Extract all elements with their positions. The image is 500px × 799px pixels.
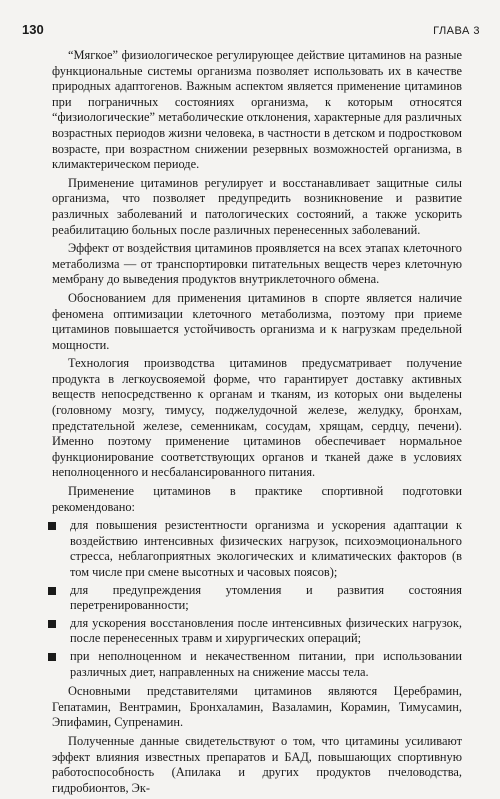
recommendation-list — [52, 518, 462, 680]
paragraph: Основными представителями цитаминов являются Церебрамин, Гепатамин, Вентрамин, Бронхаламин, Вазаламин, Корамин, Тимусамин, Эпифамин, Супренамин. — [52, 684, 462, 730]
paragraph: Технология производства цитаминов предусматривает получение продукта в легкоусвояемой форме, что гарантирует доставку активных веществ непосредственно к органам и тканям, из которых они выделены (головному мозгу, тимусу, поджелудочной железе, желудку, бронхам, предстательной железе, семенникам, сосудам, хрящам, сердцу, печени). Именно поэтому применение цитаминов обеспечивает нормальное функционирование соответствующих органов и тканей даже в условиях неполноценного и несбалансированного питания. — [52, 356, 462, 480]
list-item-text: при неполноценном и некачественном питании, при использовании различных диет, направленных на снижение массы тела. — [70, 648, 462, 679]
square-bullet-icon — [48, 587, 56, 595]
square-bullet-icon — [48, 522, 56, 530]
page-number: 130 — [22, 22, 44, 37]
list-item — [52, 583, 462, 614]
chapter-title: ГЛАВА 3 — [433, 25, 480, 37]
square-bullet-icon — [48, 620, 56, 628]
list-item-text: для повышения резистентности организма и ускорения адаптации к воздействию интенсивных физических нагрузок, психоэмоционального стресса, неблагоприятных экологических и климатических факторов (в том числе при смене высотных и часовых поясов); — [70, 518, 462, 579]
page-header — [22, 22, 480, 37]
list-item-text: для предупреждения утомления и развития состояния перетренированности; — [70, 582, 462, 613]
paragraph: Эффект от воздействия цитаминов проявляется на всех этапах клеточного метаболизма — от транспортировки питательных веществ через клеточную мембрану до выведения продуктов внутриклеточного обмена. — [52, 241, 462, 287]
list-item — [52, 649, 462, 680]
list-item — [52, 616, 462, 647]
list-item — [52, 518, 462, 580]
paragraph: “Мягкое” физиологическое регулирующее действие цитаминов на разные функциональные системы организма позволяет использовать их в качестве природных адаптогенов. Важным аспектом является применение цитаминов при пограничных состояниях организма, к которым относятся “физиологические” метаболические отклонения, характерные для различных возрастных периодов жизни человека, в частности в детском и подростковом возрасте, при возрастном снижении резервных возможностей организма, в климактерическом периоде. — [52, 48, 462, 172]
paragraph: Полученные данные свидетельствуют о том, что цитамины усиливают эффект влияния известных препаратов и БАД, повышающих спортивную работоспособность (Апилака и других продуктов пчеловодства, гидробионтов, Эк- — [52, 733, 462, 795]
paragraph: Применение цитаминов регулирует и восстанавливает защитные силы организма, что позволяет предупредить возникновение и развитие различных заболеваний и патологических состояний, а также ускорить реабилитацию больных после различных перенесенных заболеваний. — [52, 175, 462, 237]
paragraph: Обоснованием для применения цитаминов в спорте является наличие феномена оптимизации клеточного метаболизма, поэтому при приеме цитаминов повышается устойчивость организма и к нагрузкам предельной мощности. — [52, 290, 462, 352]
square-bullet-icon — [48, 653, 56, 661]
list-item-text: для ускорения восстановления после интенсивных физических нагрузок, после перенесенных травм и хирургических операций; — [70, 615, 462, 646]
page-body — [52, 48, 462, 799]
paragraph: Применение цитаминов в практике спортивной подготовки рекомендовано: — [52, 484, 462, 514]
